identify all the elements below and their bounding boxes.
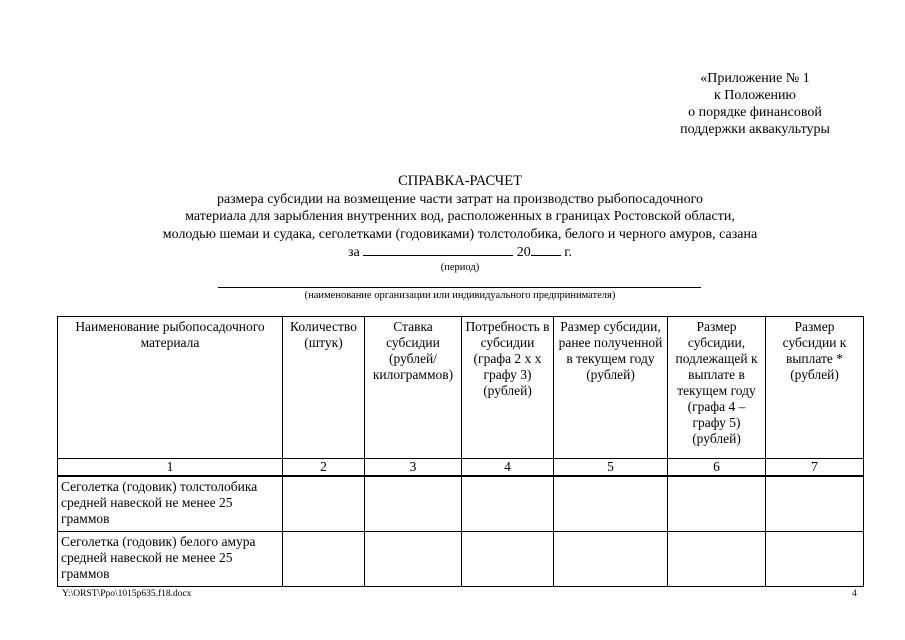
table-row <box>58 476 864 532</box>
year-blank <box>531 243 561 256</box>
header-quantity: Количество (штук) <box>283 317 365 459</box>
document-heading: СПРАВКА-РАСЧЕТ <box>398 173 522 189</box>
table-cell <box>283 476 365 532</box>
annex-line-4: поддержки аквакультуры <box>680 122 830 137</box>
header-material-name: Наименование рыбопосадочного материала <box>58 317 283 459</box>
column-number: 3 <box>365 459 462 477</box>
organization-blank-line <box>218 287 701 288</box>
column-number: 2 <box>283 459 365 477</box>
header-payable-amount: Размер субсидии к выплате * (рублей) <box>766 317 864 459</box>
material-name-cell: Сеголетка (годовик) толстолобика средней навеской не менее 25 граммов <box>58 476 283 532</box>
table-cell <box>766 532 864 587</box>
header-payable-current-year: Размер субсидии, подлежащей к выплате в текущем году (графа 4 – графу 5) (рублей) <box>668 317 766 459</box>
subsidy-table <box>57 316 864 587</box>
organization-caption: (наименование организации или индивидуального предпринимателя) <box>304 290 616 301</box>
table-cell <box>462 476 554 532</box>
column-number-row <box>58 459 864 477</box>
table-cell <box>554 476 668 532</box>
year-prefix: 20 <box>516 245 531 260</box>
table-cell <box>462 532 554 587</box>
column-number: 1 <box>58 459 283 477</box>
title-block <box>90 173 830 274</box>
annex-line-3: о порядке финансовой <box>688 105 822 120</box>
table-cell <box>365 476 462 532</box>
table-cell <box>283 532 365 587</box>
table-cell <box>766 476 864 532</box>
table-cell <box>365 532 462 587</box>
table-cell <box>554 532 668 587</box>
column-number: 7 <box>766 459 864 477</box>
title-line-1: размера субсидии на возмещение части затрат на производство рыбопосадочного <box>216 191 704 207</box>
table-cell <box>668 532 766 587</box>
period-caption: (период) <box>440 261 480 273</box>
footer-file-path: Y:\ORST\Ppo\1015p635.f18.docx <box>62 589 192 599</box>
table-row <box>58 532 864 587</box>
column-number: 6 <box>668 459 766 477</box>
annex-line-2: к Положению <box>713 88 796 103</box>
column-number: 5 <box>554 459 668 477</box>
table-header-row <box>58 317 864 459</box>
annex-block <box>640 70 870 138</box>
table-cell <box>668 476 766 532</box>
annex-line-1: «Приложение № 1 <box>700 71 810 86</box>
header-previously-received: Размер субсидии, ранее полученной в текущем году (рублей) <box>554 317 668 459</box>
header-subsidy-need: Потребность в субсидии (графа 2 х х графу 3) (рублей) <box>462 317 554 459</box>
year-suffix: г. <box>564 245 572 260</box>
header-subsidy-rate: Ставка субсидии (рублей/ килограммов) <box>365 317 462 459</box>
period-za-label: за <box>348 245 360 260</box>
title-line-3: молодью шемаи и судака, сеголетками (годовиками) толстолобика, белого и черного амуров, сазана <box>162 226 758 242</box>
title-line-2: материала для зарыбления внутренних вод, расположенных в границах Ростовской области, <box>185 209 735 224</box>
period-blank <box>363 243 513 256</box>
material-name-cell: Сеголетка (годовик) белого амура средней навеской не менее 25 граммов <box>58 532 283 587</box>
column-number: 4 <box>462 459 554 477</box>
period-row <box>90 243 830 262</box>
footer-page-number: 4 <box>852 589 857 599</box>
